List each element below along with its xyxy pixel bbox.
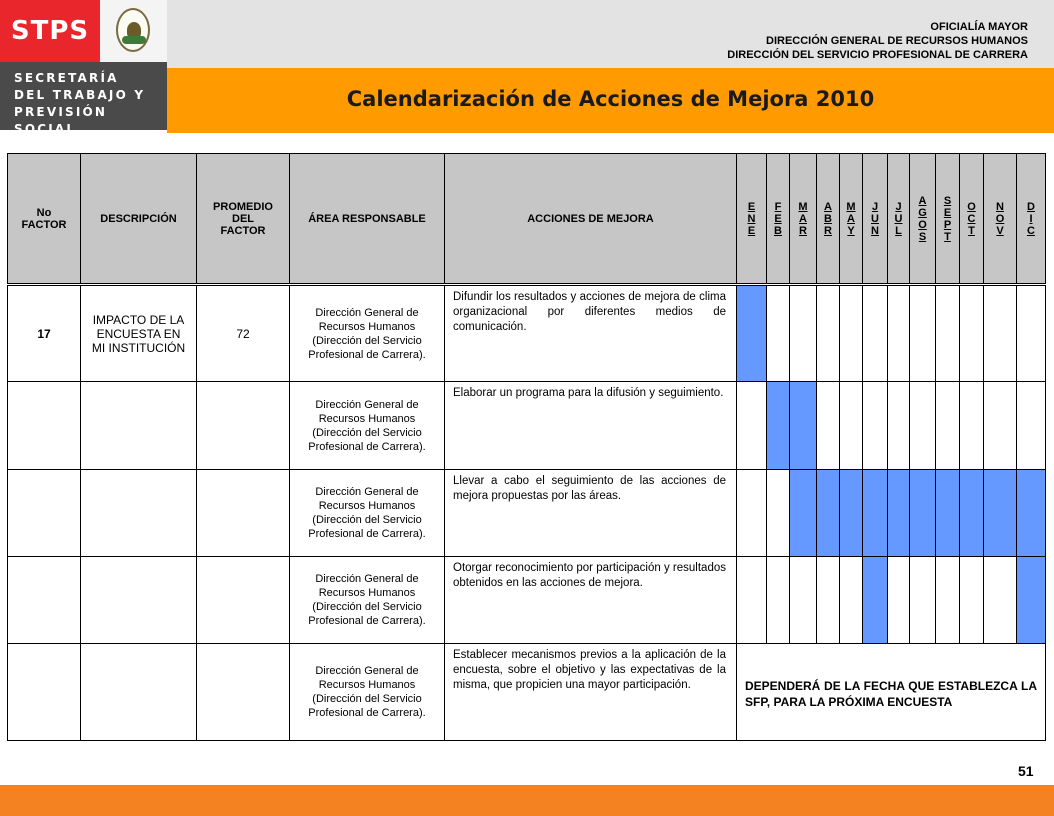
- month-cell: [1017, 557, 1046, 644]
- month-cell: [817, 286, 840, 382]
- factor-number: 17: [8, 286, 81, 382]
- month-cell: [960, 470, 984, 557]
- header-month: A G O S: [910, 154, 936, 284]
- month-cell: [910, 470, 936, 557]
- responsible-area: Dirección General de Recursos Humanos (Dirección del Servicio Profesional de Carrera).: [290, 286, 445, 382]
- header-month: O C T: [960, 154, 984, 284]
- month-cell: [737, 286, 767, 382]
- month-cell: [737, 382, 767, 470]
- month-cell: [790, 470, 817, 557]
- stps-logo: STPS: [0, 0, 100, 62]
- month-cell: [910, 557, 936, 644]
- responsible-area: Dirección General de Recursos Humanos (Dirección del Servicio Profesional de Carrera).: [290, 644, 445, 741]
- improvement-action: Difundir los resultados y acciones de mejora de clima organizacional por diferentes medios de comunicación.: [445, 286, 737, 382]
- month-cell: [863, 470, 888, 557]
- header-month: J U N: [863, 154, 888, 284]
- month-cell: [817, 382, 840, 470]
- month-cell: [840, 470, 863, 557]
- table-row: [8, 470, 1046, 557]
- header-month: A B R: [817, 154, 840, 284]
- month-cell: [888, 557, 910, 644]
- month-cell: [737, 557, 767, 644]
- header-month: E N E: [737, 154, 767, 284]
- month-cell: [984, 286, 1017, 382]
- month-cell: [790, 286, 817, 382]
- title-band: [167, 68, 1054, 130]
- header-month: M A R: [790, 154, 817, 284]
- factor-description: IMPACTO DE LA ENCUESTA EN MI INSTITUCIÓN: [81, 286, 197, 382]
- month-cell: [960, 557, 984, 644]
- month-cell: [936, 557, 960, 644]
- month-cell: [936, 470, 960, 557]
- header-promedio: PROMEDIO DEL FACTOR: [197, 154, 290, 284]
- header-descripcion: DESCRIPCIÓN: [81, 154, 197, 284]
- page-title: Calendarización de Acciones de Mejora 2010: [346, 87, 875, 111]
- footer-band: [0, 785, 1054, 816]
- month-cell: [910, 286, 936, 382]
- header-month: D I C: [1017, 154, 1046, 284]
- month-cell: [888, 382, 910, 470]
- header-month: S E P T: [936, 154, 960, 284]
- month-cell: [737, 470, 767, 557]
- header-office-lines: OFICIALÍA MAYOR DIRECCIÓN GENERAL DE RECURSOS HUMANOS DIRECCIÓN DEL SERVICIO PROFESIONAL DE CARRERA: [727, 21, 1028, 61]
- divider: [167, 130, 1054, 133]
- month-cell: [960, 286, 984, 382]
- month-cell: [767, 557, 790, 644]
- header-factor: No FACTOR: [8, 154, 81, 284]
- schedule-note: DEPENDERÁ DE LA FECHA QUE ESTABLEZCA LA SFP, PARA LA PRÓXIMA ENCUESTA: [737, 644, 1046, 741]
- month-cell: [790, 382, 817, 470]
- responsible-area: Dirección General de Recursos Humanos (Dirección del Servicio Profesional de Carrera).: [290, 557, 445, 644]
- month-cell: [767, 286, 790, 382]
- coat-of-arms-icon: [100, 0, 167, 62]
- factor-average: 72: [197, 286, 290, 382]
- month-cell: [984, 470, 1017, 557]
- header-area: ÁREA RESPONSABLE: [290, 154, 445, 284]
- month-cell: [840, 557, 863, 644]
- month-cell: [936, 286, 960, 382]
- month-cell: [817, 470, 840, 557]
- month-cell: [767, 382, 790, 470]
- month-cell: [840, 286, 863, 382]
- action-plan-table: [7, 153, 1046, 741]
- month-cell: [1017, 286, 1046, 382]
- month-cell: [863, 382, 888, 470]
- responsible-area: Dirección General de Recursos Humanos (Dirección del Servicio Profesional de Carrera).: [290, 470, 445, 557]
- month-cell: [936, 382, 960, 470]
- month-cell: [888, 470, 910, 557]
- month-cell: [1017, 470, 1046, 557]
- month-cell: [863, 557, 888, 644]
- table-row: [8, 557, 1046, 644]
- header-band: [167, 0, 1054, 68]
- month-cell: [984, 382, 1017, 470]
- header-row: [8, 154, 1046, 284]
- month-cell: [960, 382, 984, 470]
- page-number: 51: [1018, 763, 1034, 779]
- month-cell: [888, 286, 910, 382]
- header-acciones: ACCIONES DE MEJORA: [445, 154, 737, 284]
- improvement-action: Establecer mecanismos previos a la aplicación de la encuesta, sobre el objetivo y las expectativas de la misma, que propicien una mayor participación.: [445, 644, 737, 741]
- month-cell: [910, 382, 936, 470]
- month-cell: [840, 382, 863, 470]
- improvement-action: Elaborar un programa para la difusión y seguimiento.: [445, 382, 737, 470]
- month-cell: [790, 557, 817, 644]
- improvement-action: Otorgar reconocimiento por participación y resultados obtenidos en las acciones de mejora.: [445, 557, 737, 644]
- header-month: N O V: [984, 154, 1017, 284]
- table-row: [8, 644, 1046, 741]
- month-cell: [767, 470, 790, 557]
- logo-panel: [0, 0, 167, 136]
- header-month: J U L: [888, 154, 910, 284]
- table-row: [8, 286, 1046, 382]
- header-month: M A Y: [840, 154, 863, 284]
- table-row: [8, 382, 1046, 470]
- improvement-action: Llevar a cabo el seguimiento de las acciones de mejora propuestas por las áreas.: [445, 470, 737, 557]
- month-cell: [817, 557, 840, 644]
- secretaria-name: SECRETARÍA DEL TRABAJO Y PREVISIÓN SOCIAL: [14, 71, 146, 136]
- month-cell: [863, 286, 888, 382]
- header-month: F E B: [767, 154, 790, 284]
- responsible-area: Dirección General de Recursos Humanos (Dirección del Servicio Profesional de Carrera).: [290, 382, 445, 470]
- month-cell: [984, 557, 1017, 644]
- month-cell: [1017, 382, 1046, 470]
